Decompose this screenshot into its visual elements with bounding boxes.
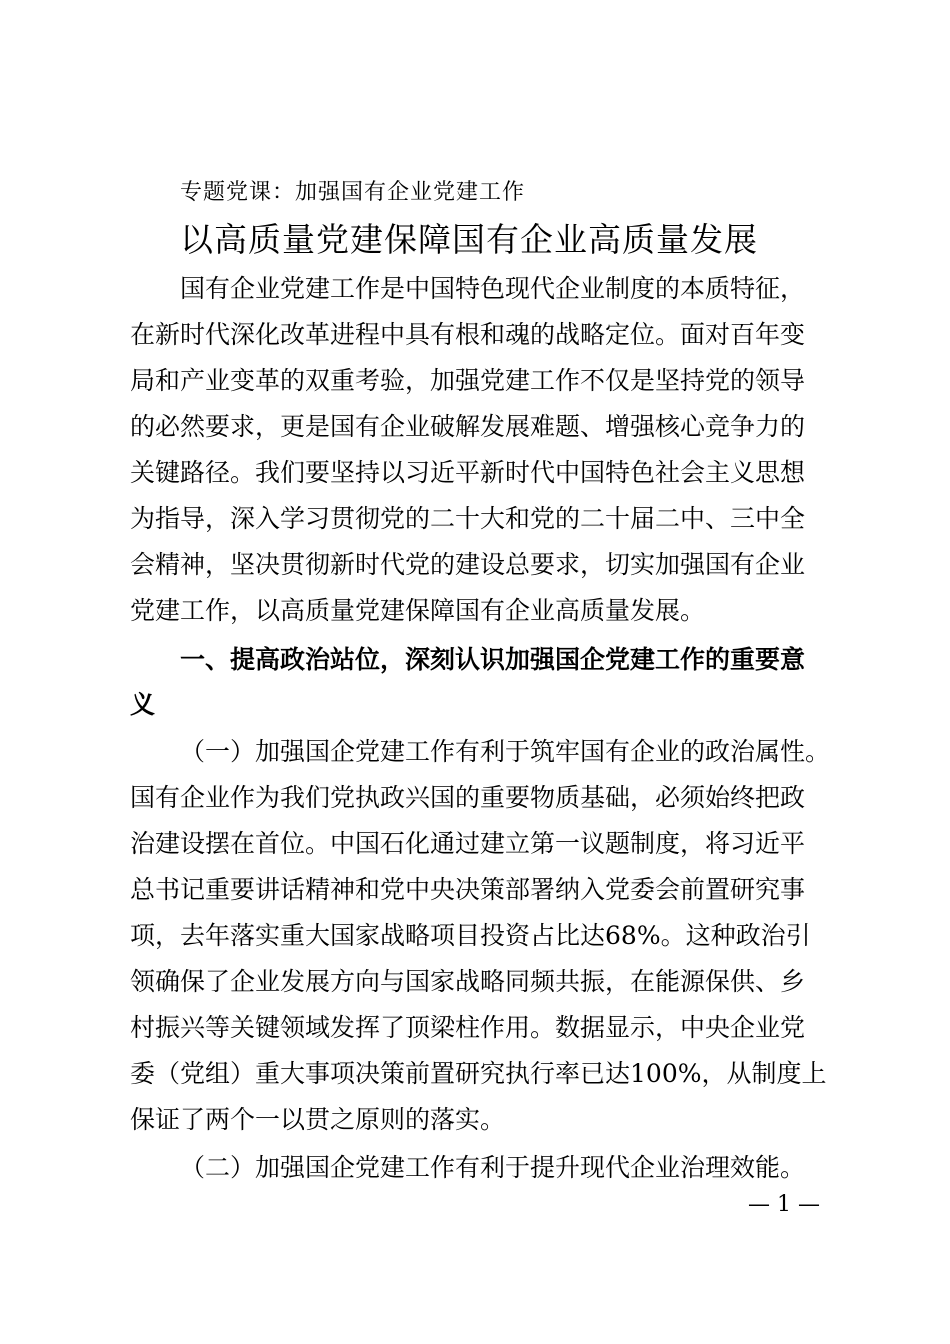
body-line: 总书记重要讲话精神和党中央决策部署纳入党委会前置研究事 <box>130 875 806 904</box>
body-line: 的必然要求，更是国有企业破解发展难题、增强核心竞争力的 <box>130 412 806 441</box>
document-subtitle: 专题党课：加强国有企业党建工作 <box>180 180 526 205</box>
body-line: 局和产业变革的双重考验，加强党建工作不仅是坚持党的领导 <box>130 366 806 395</box>
body-line: 关键路径。我们要坚持以习近平新时代中国特色社会主义思想 <box>130 458 806 487</box>
body-line: 国有企业党建工作是中国特色现代企业制度的本质特征， <box>180 274 806 303</box>
body-line: 治建设摆在首位。中国石化通过建立第一议题制度，将习近平 <box>130 829 806 858</box>
body-line: 为指导，深入学习贯彻党的二十大和党的二十届二中、三中全 <box>130 504 806 533</box>
section-heading: 一、提高政治站位，深刻认识加强国企党建工作的重要意 <box>180 645 806 674</box>
body-line: 委（党组）重大事项决策前置研究执行率已达100%，从制度上 <box>130 1059 827 1088</box>
document-title: 以高质量党建保障国有企业高质量发展 <box>180 220 758 259</box>
body-line: 村振兴等关键领域发挥了顶梁柱作用。数据显示，中央企业党 <box>130 1013 806 1042</box>
page-number: — 1 — <box>748 1192 820 1217</box>
body-line: 国有企业作为我们党执政兴国的重要物质基础，必须始终把政 <box>130 783 806 812</box>
body-line: 保证了两个一以贯之原则的落实。 <box>130 1105 506 1134</box>
body-line: 项，去年落实重大国家战略项目投资占比达68%。这种政治引 <box>130 921 811 950</box>
subsection-heading: （一）加强国企党建工作有利于筑牢国有企业的政治属性。 <box>180 737 831 766</box>
body-line: 在新时代深化改革进程中具有根和魂的战略定位。面对百年变 <box>130 320 806 349</box>
section-heading: 义 <box>130 690 156 719</box>
subsection-heading: （二）加强国企党建工作有利于提升现代企业治理效能。 <box>180 1153 806 1182</box>
body-line: 领确保了企业发展方向与国家战略同频共振，在能源保供、乡 <box>130 967 806 996</box>
body-line: 党建工作，以高质量党建保障国有企业高质量发展。 <box>130 596 706 625</box>
body-line: 会精神，坚决贯彻新时代党的建设总要求，切实加强国有企业 <box>130 550 806 579</box>
